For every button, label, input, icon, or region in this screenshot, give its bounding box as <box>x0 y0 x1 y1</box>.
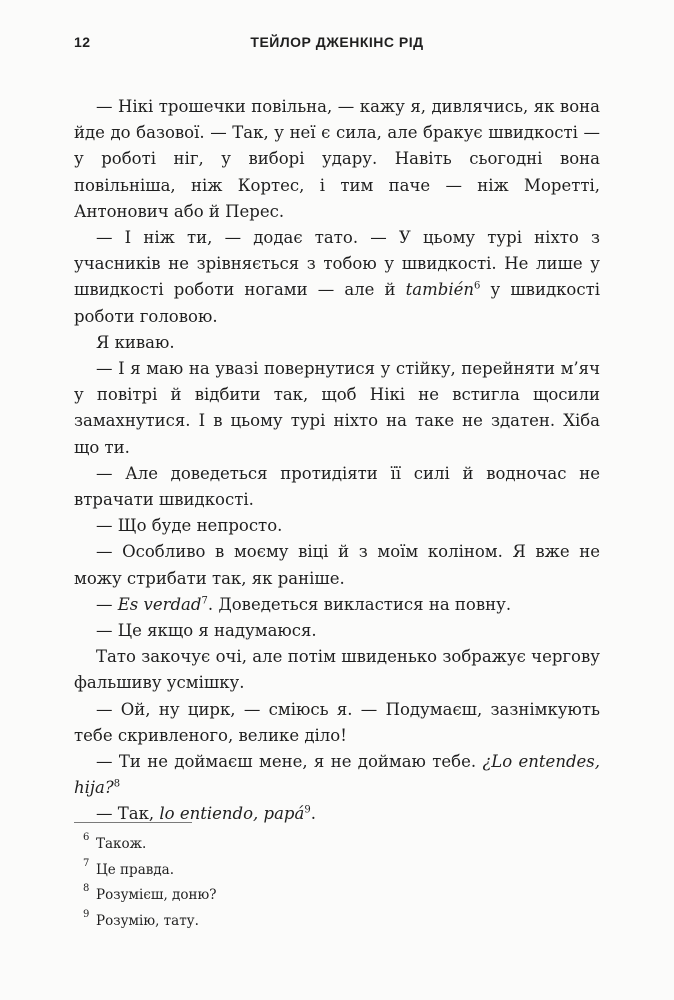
footnote-ref[interactable]: 9 <box>304 804 311 816</box>
foreign-word: ¿Lo entendes, hija? <box>74 752 600 798</box>
page-number: 12 <box>74 34 91 50</box>
footnote-ref[interactable]: 7 <box>201 595 208 607</box>
footnotes <box>74 832 600 934</box>
paragraph: Тато закочує очі, але потім швиденько зображує чергову фальшиву усмішку. <box>74 647 600 693</box>
footnote-ref[interactable]: 8 <box>113 778 121 790</box>
paragraph: — І я маю на увазі повернутися у стійку, перейняти м’яч у повітрі й відбити так, щоб Нікі не встигла щосили замахнутися. І в цьому турі ніхто на таке не здатен. Хіба що ти. <box>74 359 600 457</box>
foreign-word: Es verdad <box>117 594 202 614</box>
paragraph: — І ніж ти, — додає тато. — У цьому турі ніхто з учасників не зрівняється з тобою у швидкості. Не лише у швидкості роботи ногами — але й también$^6$ у швидкості роботи головою. <box>74 228 600 326</box>
footnote: 9 Розумію, тату. <box>83 908 199 929</box>
footnote-divider <box>74 822 192 823</box>
paragraph: — Що буде непросто. <box>96 516 283 536</box>
paragraph: — Особливо в моєму віці й з моїм коліном. Я вже не можу стрибати так, як раніше. <box>74 542 600 588</box>
paragraph: — Так, lo entiendo, papá$^9$. <box>96 804 316 824</box>
footnote-text: Це правда. <box>96 861 174 878</box>
footnote-ref[interactable]: 6 <box>474 280 481 292</box>
footnote-text: Розумієш, доню? <box>96 887 217 903</box>
foreign-word: también <box>405 280 475 300</box>
footnote-text: Розумію, тату. <box>96 912 199 929</box>
paragraph: — Але доведеться протидіяти її силі й водночас не втрачати швидкості. <box>74 463 600 510</box>
foreign-word: lo entiendo, papá <box>159 804 305 824</box>
author-name: ТЕЙЛОР ДЖЕНКІНС РІД <box>250 34 424 50</box>
paragraph: — Нікі трошечки повільна, — кажу я, дивлячись, як вона йде до базової. — Так, у неї є сила, але бракує швидкості — у роботі ніг, у виборі удару. Навіть сьогодні вона повільніша, ніж Кортес, і тим паче — ніж Моретті, Антонович або й Перес. <box>74 97 600 221</box>
paragraph: — Це якщо я надумаюся. <box>96 621 317 641</box>
paragraph: — Es verdad$^7$. Доведеться викластися на повну. <box>96 594 512 614</box>
footnote-text: Також. <box>96 836 147 852</box>
footnote: 6 Також. <box>83 832 147 852</box>
body-text <box>74 94 600 828</box>
paragraph: — Ти не доймаєш мене, я не доймаю тебе. ¿Lo entendes, hija?$^8$ <box>74 752 600 798</box>
paragraph: Я киваю. <box>96 332 175 352</box>
running-header <box>74 34 600 56</box>
footnote: 8 Розумієш, доню? <box>83 883 217 903</box>
paragraph: — Ой, ну цирк, — сміюсь я. — Подумаєш, зазнімкують тебе скривленого, велике діло! <box>74 699 600 745</box>
footnote: 7 Це правда. <box>83 857 174 878</box>
